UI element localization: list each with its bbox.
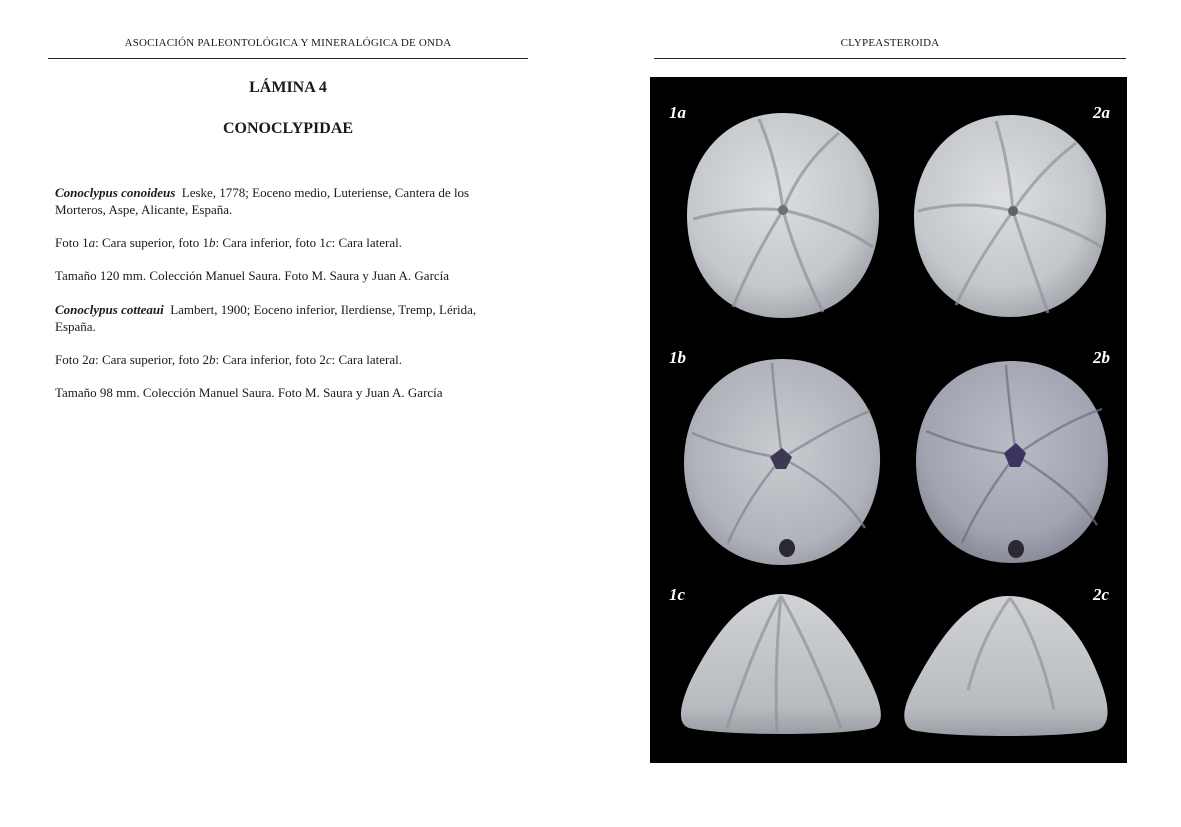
caption-letter: b	[209, 352, 216, 367]
caption-text: : Cara inferior, foto 1	[215, 235, 326, 250]
fossil-photo-2b	[912, 355, 1112, 565]
caption-letter: c	[325, 235, 332, 250]
caption-text: : Cara superior, foto 2	[95, 352, 210, 367]
caption-letter: c	[325, 352, 332, 367]
figure-label-2c: 2c	[1093, 585, 1110, 604]
figure-label-1a: 1a	[669, 103, 686, 122]
fossil-photo-1b	[680, 353, 885, 568]
caption-letter: a	[88, 235, 96, 250]
fossil-photo-1a	[683, 107, 883, 322]
right-page	[590, 0, 1181, 827]
credits-text: Tamaño 98 mm. Colección Manuel Saura. Foto M. Saura y Juan A. García	[55, 385, 443, 400]
caption-text: : Cara lateral.	[331, 352, 402, 367]
species-name: Conoclypus conoideus	[55, 185, 176, 200]
credits-2	[55, 384, 515, 401]
photo-plate	[650, 77, 1127, 763]
species-name: Conoclypus cotteaui	[55, 302, 164, 317]
caption-text: : Cara superior, foto 1	[95, 235, 210, 250]
figure-label-2b: 2b	[1093, 348, 1110, 367]
species-description: Lambert, 1900; Eoceno inferior, Ilerdiense, Tremp, Lérida, España.	[55, 302, 477, 334]
plate-title: LÁMINA 4	[249, 79, 327, 96]
header-rule-left	[48, 58, 528, 59]
left-page	[0, 0, 590, 827]
figure-label-1c: 1c	[669, 585, 686, 604]
caption-text: : Cara lateral.	[331, 235, 402, 250]
running-header-right: CLYPEASTEROIDA	[840, 37, 940, 49]
caption-letter: a	[88, 352, 96, 367]
caption-letter: b	[209, 235, 216, 250]
fossil-photo-2a	[910, 107, 1110, 322]
caption-text: Foto 1	[55, 235, 89, 250]
credits-text: Tamaño 120 mm. Colección Manuel Saura. Foto M. Saura y Juan A. García	[55, 268, 450, 283]
photo-caption-1	[55, 234, 515, 251]
species-entry-2	[55, 301, 515, 335]
figure-label-2a: 2a	[1093, 103, 1110, 122]
fossil-photo-1c	[673, 588, 888, 738]
caption-text: : Cara inferior, foto 2	[215, 352, 326, 367]
family-title: CONOCLYPIDAE	[222, 120, 354, 137]
figure-label-1b: 1b	[669, 348, 686, 367]
running-header-left: ASOCIACIÓN PALEONTOLÓGICA Y MINERALÓGICA DE ONDA	[124, 37, 452, 49]
header-rule-right	[654, 58, 1126, 59]
photo-caption-2	[55, 351, 515, 368]
credits-1	[55, 267, 515, 284]
species-entry-1	[55, 184, 515, 218]
caption-text: Foto 2	[55, 352, 89, 367]
fossil-photo-2c	[898, 590, 1113, 740]
species-description: Leske, 1778; Eoceno medio, Luteriense, Cantera de los Morteros, Aspe, Alicante, España.	[55, 185, 470, 217]
